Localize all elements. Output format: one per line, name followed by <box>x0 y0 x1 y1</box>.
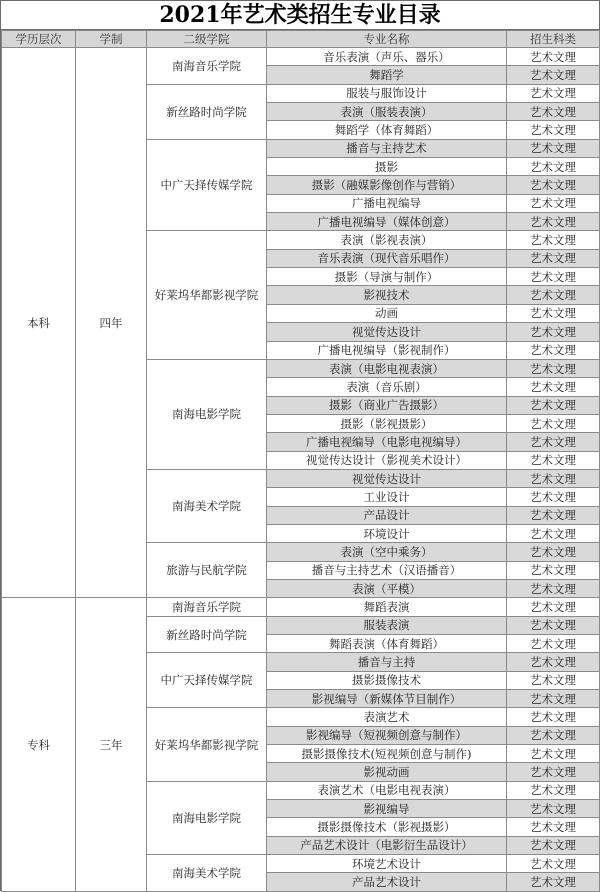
major-cell: 产品艺术设计（电影衍生品设计） <box>267 836 507 854</box>
category-cell: 艺术文理 <box>507 506 600 524</box>
category-cell: 艺术文理 <box>507 579 600 597</box>
major-cell: 广播电视编导（影视制作） <box>267 341 507 359</box>
major-cell: 视觉传达设计（影视美术设计） <box>267 451 507 469</box>
major-cell: 表演（音乐剧） <box>267 378 507 396</box>
major-cell: 动画 <box>267 304 507 322</box>
major-cell: 服装表演 <box>267 616 507 634</box>
level-cell: 专科 <box>2 598 76 892</box>
major-cell: 产品设计 <box>267 506 507 524</box>
college-cell: 南海美术学院 <box>147 469 267 542</box>
category-cell: 艺术文理 <box>507 194 600 212</box>
category-cell: 艺术文理 <box>507 690 600 708</box>
category-cell: 艺术文理 <box>507 414 600 432</box>
college-cell: 南海音乐学院 <box>147 48 267 85</box>
major-cell: 表演艺术 <box>267 708 507 726</box>
major-cell: 播音与主持艺术 <box>267 139 507 157</box>
header-major: 专业名称 <box>267 31 507 48</box>
years-cell: 四年 <box>76 48 147 598</box>
category-cell: 艺术文理 <box>507 763 600 781</box>
category-cell: 艺术文理 <box>507 286 600 304</box>
header-years: 学制 <box>76 31 147 48</box>
major-cell: 摄影（融媒影像创作与营销） <box>267 176 507 194</box>
major-cell: 影视技术 <box>267 286 507 304</box>
category-cell: 艺术文理 <box>507 671 600 689</box>
major-cell: 表演（平模） <box>267 579 507 597</box>
major-cell: 视觉传达设计 <box>267 469 507 487</box>
major-cell: 音乐表演（声乐、器乐） <box>267 48 507 66</box>
college-cell: 新丝路时尚学院 <box>147 84 267 139</box>
category-cell: 艺术文理 <box>507 323 600 341</box>
table-body <box>2 48 600 892</box>
table-row <box>2 598 600 616</box>
category-cell: 艺术文理 <box>507 855 600 873</box>
major-cell: 音乐表演（现代音乐唱作） <box>267 249 507 267</box>
category-cell: 艺术文理 <box>507 561 600 579</box>
major-cell: 环境艺术设计 <box>267 855 507 873</box>
major-cell: 摄影摄像技术（影视摄影） <box>267 818 507 836</box>
major-cell: 表演艺术（电影电视表演） <box>267 781 507 799</box>
major-cell: 摄影摄像技术 <box>267 671 507 689</box>
major-cell: 播音与主持艺术（汉语播音） <box>267 561 507 579</box>
category-cell: 艺术文理 <box>507 66 600 84</box>
category-cell: 艺术文理 <box>507 836 600 854</box>
major-cell: 广播电视编导 <box>267 194 507 212</box>
major-cell: 服装与服饰设计 <box>267 84 507 102</box>
category-cell: 艺术文理 <box>507 433 600 451</box>
category-cell: 艺术文理 <box>507 781 600 799</box>
major-cell: 摄影摄像技术(短视频创意与制作) <box>267 745 507 763</box>
major-cell: 摄影（导演与制作） <box>267 268 507 286</box>
category-cell: 艺术文理 <box>507 708 600 726</box>
college-cell: 好莱坞华都影视学院 <box>147 708 267 781</box>
page-title: 2021年艺术类招生专业目录 <box>1 1 599 30</box>
college-cell: 南海电影学院 <box>147 359 267 469</box>
category-cell: 艺术文理 <box>507 873 600 891</box>
college-cell: 中广天择传媒学院 <box>147 653 267 708</box>
major-cell: 舞蹈表演（体育舞蹈） <box>267 635 507 653</box>
category-cell: 艺术文理 <box>507 800 600 818</box>
table-row <box>2 48 600 66</box>
category-cell: 艺术文理 <box>507 488 600 506</box>
category-cell: 艺术文理 <box>507 616 600 634</box>
category-cell: 艺术文理 <box>507 524 600 542</box>
major-cell: 摄影（影视摄影） <box>267 414 507 432</box>
major-cell: 环境设计 <box>267 524 507 542</box>
category-cell: 艺术文理 <box>507 635 600 653</box>
major-cell: 表演（空中乘务） <box>267 543 507 561</box>
major-cell: 影视编导 <box>267 800 507 818</box>
category-cell: 艺术文理 <box>507 304 600 322</box>
category-cell: 艺术文理 <box>507 103 600 121</box>
category-cell: 艺术文理 <box>507 451 600 469</box>
college-cell: 好莱坞华都影视学院 <box>147 231 267 359</box>
major-cell: 表演（电影电视表演） <box>267 359 507 377</box>
major-catalog-table <box>1 30 600 892</box>
major-cell: 舞蹈学 <box>267 66 507 84</box>
major-cell: 舞蹈学（体育舞蹈） <box>267 121 507 139</box>
major-cell: 影视动画 <box>267 763 507 781</box>
category-cell: 艺术文理 <box>507 396 600 414</box>
category-cell: 艺术文理 <box>507 359 600 377</box>
major-cell: 表演（影视表演） <box>267 231 507 249</box>
major-cell: 舞蹈表演 <box>267 598 507 616</box>
major-cell: 影视编导（新媒体节目制作） <box>267 690 507 708</box>
college-cell: 南海音乐学院 <box>147 598 267 616</box>
college-cell: 新丝路时尚学院 <box>147 616 267 653</box>
category-cell: 艺术文理 <box>507 818 600 836</box>
header-college: 二级学院 <box>147 31 267 48</box>
major-cell: 视觉传达设计 <box>267 323 507 341</box>
major-cell: 广播电视编导（电影电视编导） <box>267 433 507 451</box>
category-cell: 艺术文理 <box>507 213 600 231</box>
category-cell: 艺术文理 <box>507 158 600 176</box>
major-cell: 工业设计 <box>267 488 507 506</box>
college-cell: 南海电影学院 <box>147 781 267 854</box>
header-level: 学历层次 <box>2 31 76 48</box>
major-cell: 广播电视编导（媒体创意） <box>267 213 507 231</box>
level-cell: 本科 <box>2 48 76 598</box>
category-cell: 艺术文理 <box>507 726 600 744</box>
category-cell: 艺术文理 <box>507 84 600 102</box>
college-cell: 旅游与民航学院 <box>147 543 267 598</box>
category-cell: 艺术文理 <box>507 231 600 249</box>
header-category: 招生科类 <box>507 31 600 48</box>
years-cell: 三年 <box>76 598 147 892</box>
category-cell: 艺术文理 <box>507 341 600 359</box>
category-cell: 艺术文理 <box>507 378 600 396</box>
category-cell: 艺术文理 <box>507 139 600 157</box>
category-cell: 艺术文理 <box>507 598 600 616</box>
category-cell: 艺术文理 <box>507 543 600 561</box>
major-cell: 摄影（商业广告摄影） <box>267 396 507 414</box>
college-cell: 中广天择传媒学院 <box>147 139 267 231</box>
major-cell: 产品艺术设计 <box>267 873 507 891</box>
category-cell: 艺术文理 <box>507 745 600 763</box>
category-cell: 艺术文理 <box>507 48 600 66</box>
category-cell: 艺术文理 <box>507 249 600 267</box>
college-cell: 南海美术学院 <box>147 855 267 892</box>
category-cell: 艺术文理 <box>507 121 600 139</box>
major-cell: 摄影 <box>267 158 507 176</box>
category-cell: 艺术文理 <box>507 469 600 487</box>
major-cell: 表演（服装表演） <box>267 103 507 121</box>
major-cell: 播音与主持 <box>267 653 507 671</box>
category-cell: 艺术文理 <box>507 653 600 671</box>
category-cell: 艺术文理 <box>507 176 600 194</box>
major-cell: 影视编导（短视频创意与制作） <box>267 726 507 744</box>
table-header-row <box>2 31 600 48</box>
category-cell: 艺术文理 <box>507 268 600 286</box>
